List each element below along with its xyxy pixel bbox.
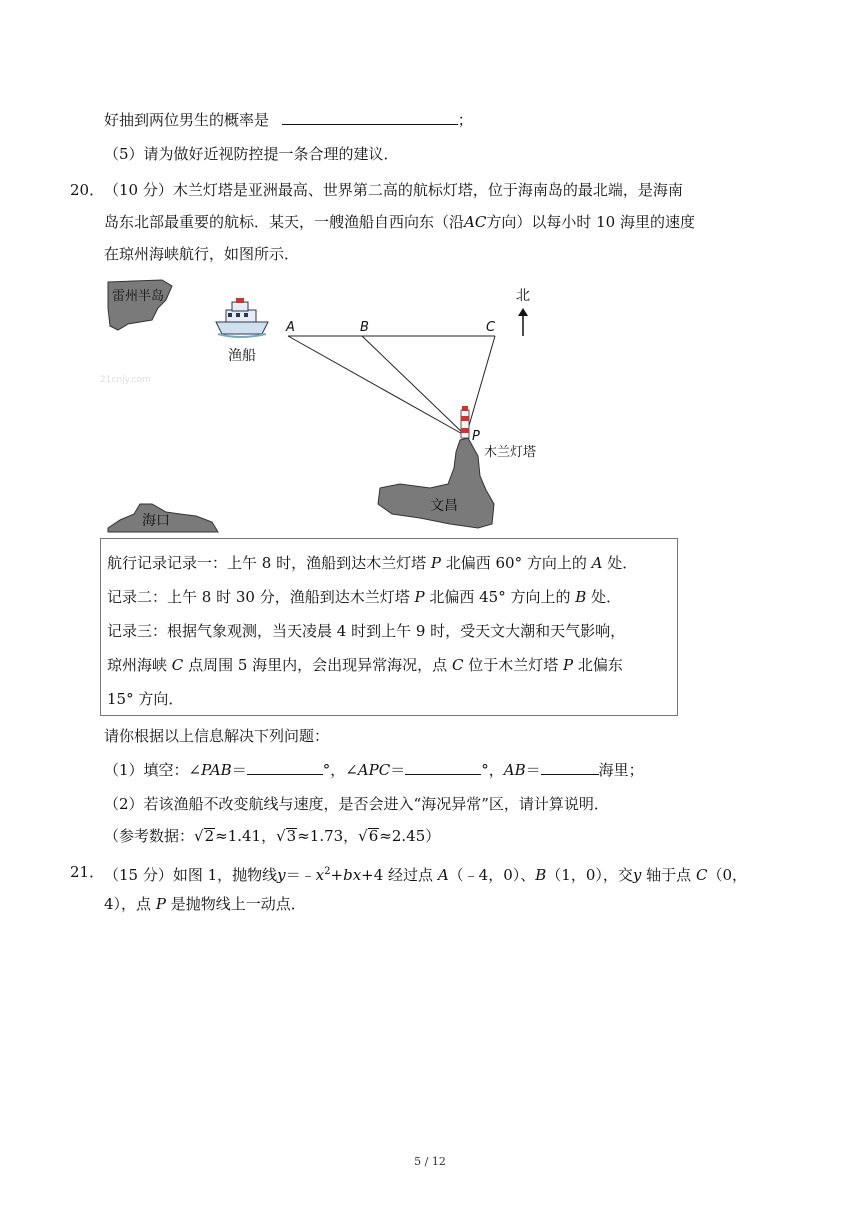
haikou-label: 海口 (142, 513, 170, 529)
page-number: 5 / 12 (414, 1155, 446, 1168)
mulan-label: 木兰灯塔 (484, 445, 537, 460)
wenchang-label: 文昌 (430, 498, 458, 514)
point-p-label: P (472, 429, 480, 444)
point-b-label: B (360, 320, 369, 335)
record-4: 琼州海峡 C 点周围 5 海里内，会出现异常海况，点 C 位于木兰灯塔 P 北偏东 (107, 656, 623, 674)
prev-question-line: 好抽到两位男生的概率是 ； (104, 111, 473, 129)
navigation-record-box (100, 538, 678, 716)
q20-intro-2: 岛东北部最重要的航标．某天，一艘渔船自西向东（沿AC方向）以每小时 10 海里的速度 (104, 213, 695, 231)
q20-reference-data: （参考数据：√2≈1.41，√3≈1.73，√6≈2.45） (104, 827, 441, 845)
boat-label: 渔船 (228, 348, 256, 364)
answer-blank-pab (247, 760, 323, 775)
q21-number: 21． (70, 863, 105, 881)
boat-icon (216, 298, 268, 337)
q20-prompt: 请你根据以上信息解决下列问题： (104, 727, 330, 745)
record-3: 记录三：根据气象观测，当天凌晨 4 时到上午 9 时，受天文大潮和天气影响， (107, 622, 626, 640)
answer-blank (282, 110, 458, 125)
q20-part-1: （1）填空：∠PAB＝ °，∠APC＝ °，AB＝ 海里； (104, 761, 644, 779)
wenchang-land-shape (378, 438, 494, 528)
leizhou-label: 雷州半岛 (112, 289, 165, 304)
q20-intro-1: （10 分）木兰灯塔是亚洲最高、世界第二高的航标灯塔，位于海南岛的最北端，是海南 (104, 181, 683, 199)
point-a-label: A (286, 320, 295, 335)
q20-intro-3: 在琼州海峡航行，如图所示． (104, 245, 300, 263)
north-label: 北 (516, 288, 530, 304)
q20-part-2: （2）若该渔船不改变航线与速度，是否会进入“海况异常”区，请计算说明． (104, 795, 609, 813)
answer-blank-ab (541, 760, 599, 775)
prev-question-q5: （5）请为做好近视防控提一条合理的建议． (104, 145, 399, 163)
line-cp (466, 336, 495, 436)
navigation-figure (100, 278, 580, 538)
record-5: 15° 方向． (107, 690, 184, 708)
q21-line-1: （15 分）如图 1，抛物线$y=﹣x^2+bx+4$ 经过点 A（﹣4，0）、B（1，0），交y 轴于点 C（0， (104, 866, 747, 884)
q21-line-2: 4），点 P 是抛物线上一动点． (104, 895, 306, 913)
record-2: 记录二：上午 8 时 30 分，渔船到达木兰灯塔 P 北偏西 45° 方向上的 B 处． (107, 588, 622, 606)
answer-blank-apc (405, 760, 481, 775)
prev-question-text: 好抽到两位男生的概率是 (104, 111, 270, 129)
q20-number: 20． (70, 181, 105, 199)
record-1: 航行记录记录一：上午 8 时，渔船到达木兰灯塔 P 北偏西 60° 方向上的 A 处． (107, 554, 638, 572)
leizhou-peninsula-shape (108, 280, 172, 330)
watermark: 21cnjy.com (100, 375, 151, 385)
point-c-label: C (486, 320, 496, 335)
lighthouse-icon (461, 406, 469, 438)
